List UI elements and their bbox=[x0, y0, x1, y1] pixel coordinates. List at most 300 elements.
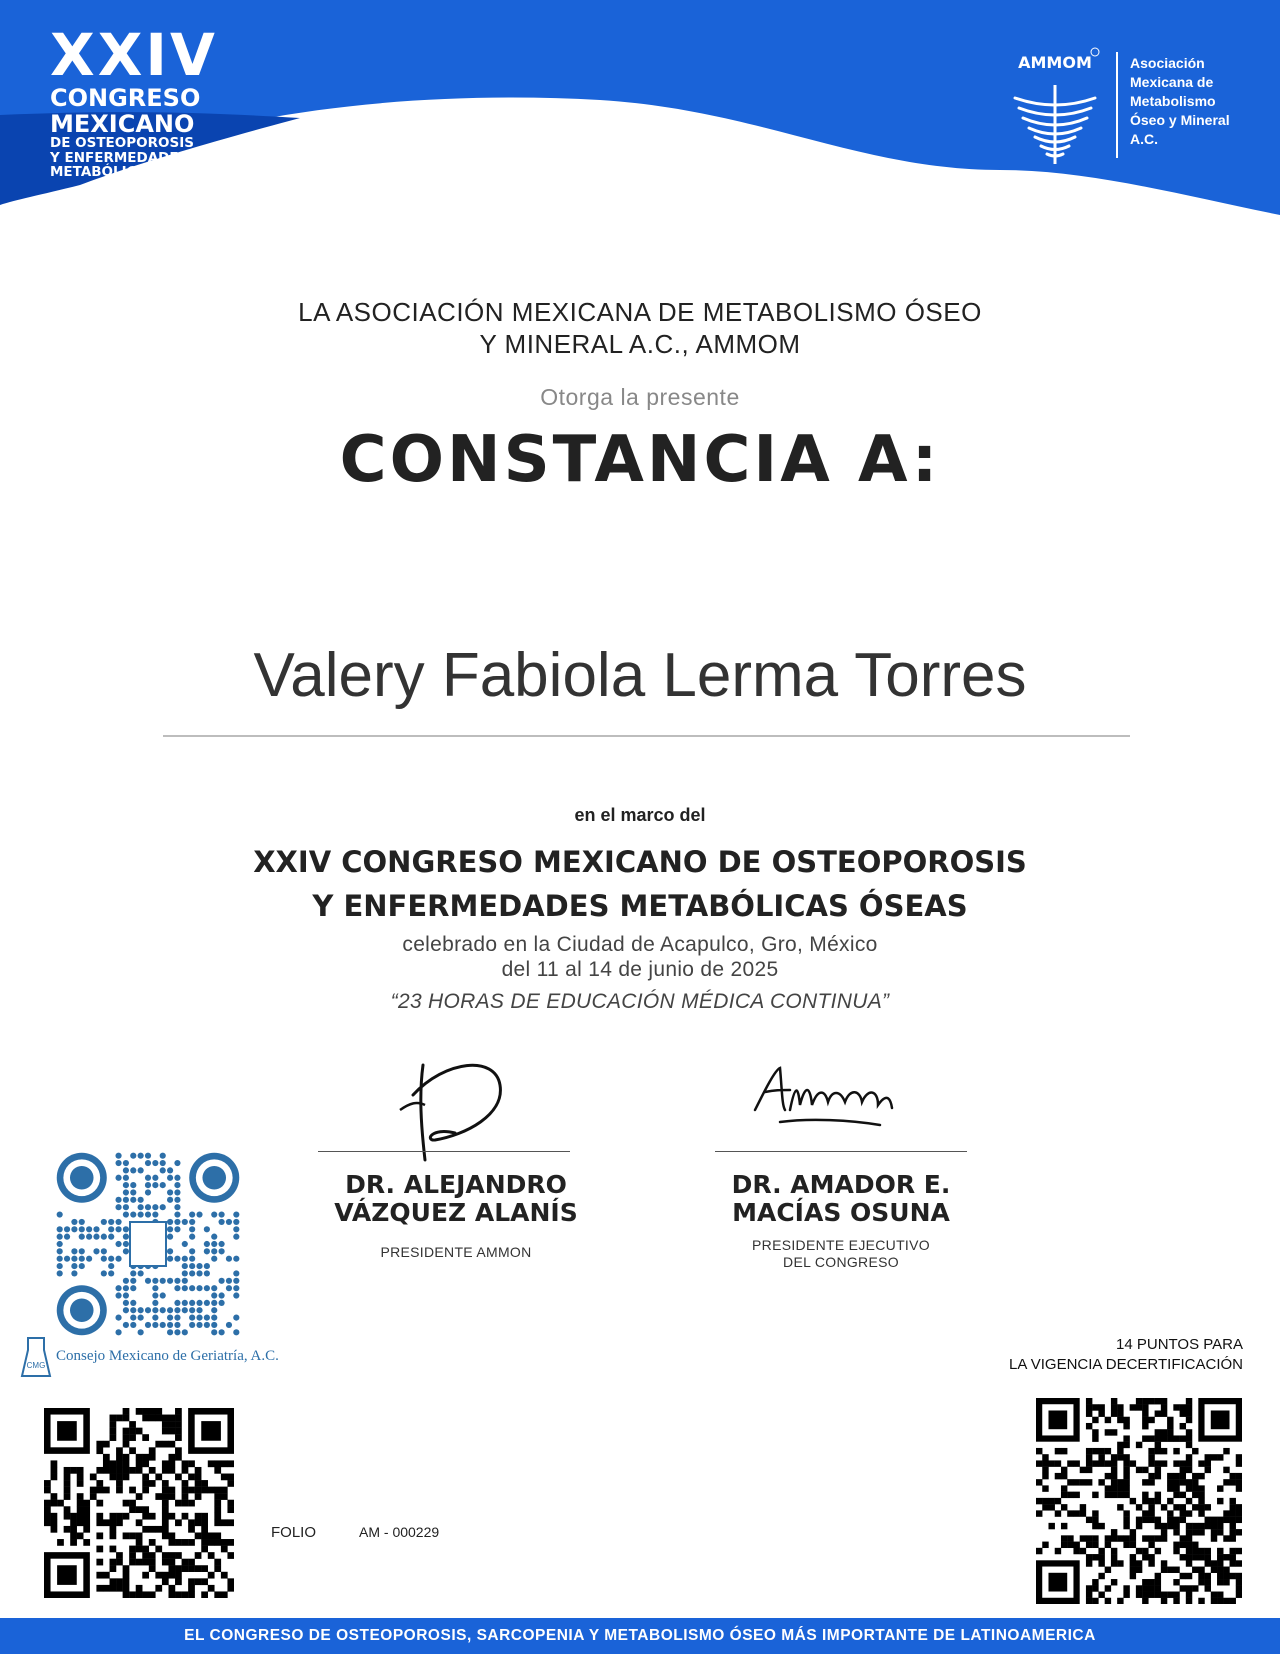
qr-module bbox=[155, 1441, 162, 1448]
qr-module bbox=[1098, 1404, 1104, 1410]
qr-module bbox=[1198, 1504, 1204, 1510]
qr-module bbox=[57, 1234, 63, 1240]
qr-module bbox=[129, 1487, 136, 1494]
qr-module bbox=[57, 1256, 63, 1262]
qr-module bbox=[1092, 1517, 1098, 1523]
qr-module bbox=[1086, 1598, 1092, 1604]
qr-module bbox=[182, 1500, 189, 1507]
qr-module bbox=[1173, 1448, 1179, 1454]
qr-module bbox=[86, 1234, 92, 1240]
qr-module bbox=[51, 1460, 58, 1467]
qr-module bbox=[1186, 1585, 1192, 1591]
qr-module bbox=[167, 1315, 173, 1321]
qr-module bbox=[1198, 1523, 1204, 1529]
qr-module bbox=[44, 1500, 51, 1507]
qr-module bbox=[1142, 1467, 1148, 1473]
qr-module bbox=[116, 1447, 123, 1454]
qr-module bbox=[168, 1572, 175, 1579]
qr-module bbox=[1173, 1592, 1179, 1598]
qr-module bbox=[149, 1591, 156, 1598]
qr-module bbox=[130, 1270, 136, 1276]
qr-module bbox=[188, 1487, 195, 1494]
qr-module bbox=[1130, 1554, 1136, 1560]
qr-module bbox=[1080, 1535, 1086, 1541]
qr-module bbox=[1111, 1485, 1117, 1491]
qr-module bbox=[160, 1322, 166, 1328]
qr-module bbox=[123, 1300, 129, 1306]
qr-module bbox=[1161, 1529, 1167, 1535]
qr-module bbox=[1142, 1417, 1148, 1423]
qr-module bbox=[1192, 1523, 1198, 1529]
qr-module bbox=[1173, 1404, 1179, 1410]
qr-module bbox=[211, 1307, 217, 1313]
qr-module bbox=[44, 1487, 51, 1494]
qr-module bbox=[1180, 1510, 1186, 1516]
qr-module bbox=[1105, 1535, 1111, 1541]
qr-module bbox=[1136, 1467, 1142, 1473]
qr-module bbox=[77, 1519, 84, 1526]
qr-module bbox=[116, 1519, 123, 1526]
qr-module bbox=[168, 1493, 175, 1500]
qr-module bbox=[1142, 1410, 1148, 1416]
qr-module bbox=[175, 1421, 182, 1428]
qr-module bbox=[1211, 1598, 1217, 1604]
qr-module bbox=[152, 1300, 158, 1306]
qr-module bbox=[1117, 1535, 1123, 1541]
qr-module bbox=[1217, 1548, 1223, 1554]
qr-module bbox=[64, 1234, 70, 1240]
qr-module bbox=[1217, 1560, 1223, 1566]
qr-module bbox=[115, 1256, 121, 1262]
qr-module bbox=[1223, 1535, 1229, 1541]
qr-module bbox=[1205, 1554, 1211, 1560]
qr-module bbox=[1192, 1473, 1198, 1479]
qr-module bbox=[167, 1189, 173, 1195]
qr-module bbox=[221, 1519, 228, 1526]
qr-module bbox=[123, 1460, 130, 1467]
qr-module bbox=[221, 1487, 228, 1494]
qr-module bbox=[142, 1572, 149, 1579]
qr-module bbox=[115, 1160, 121, 1166]
qr-center-logo bbox=[130, 1222, 166, 1266]
qr-module bbox=[160, 1167, 166, 1173]
qr-module bbox=[1142, 1423, 1148, 1429]
qr-module bbox=[57, 1270, 63, 1276]
qr-module bbox=[1236, 1454, 1242, 1460]
qr-module bbox=[96, 1546, 103, 1553]
qr-module bbox=[142, 1591, 149, 1598]
qr-module bbox=[103, 1572, 110, 1579]
qr-module bbox=[182, 1487, 189, 1494]
ammom-text-line: Mexicana de bbox=[1130, 74, 1214, 90]
qr-module bbox=[1186, 1435, 1192, 1441]
qr-module bbox=[110, 1546, 117, 1553]
signature-2-line bbox=[715, 1151, 967, 1152]
qr-module bbox=[182, 1307, 188, 1313]
qr-module bbox=[1136, 1504, 1142, 1510]
signature-role-line: PRESIDENTE AMMON bbox=[380, 1244, 532, 1260]
qr-module bbox=[1223, 1598, 1229, 1604]
qr-module bbox=[1186, 1573, 1192, 1579]
qr-module bbox=[1098, 1554, 1104, 1560]
qr-module bbox=[1167, 1498, 1173, 1504]
qr-module bbox=[175, 1565, 182, 1572]
qr-module bbox=[51, 1467, 58, 1474]
qr-module bbox=[129, 1447, 136, 1454]
qr-module bbox=[204, 1226, 210, 1232]
qr-module bbox=[175, 1447, 182, 1454]
qr-module bbox=[1167, 1479, 1173, 1485]
qr-module bbox=[130, 1278, 136, 1284]
qr-module bbox=[1161, 1523, 1167, 1529]
qr-module bbox=[129, 1546, 136, 1553]
qr-module bbox=[123, 1322, 129, 1328]
qr-module bbox=[168, 1513, 175, 1520]
qr-module bbox=[195, 1513, 202, 1520]
qr-module bbox=[79, 1226, 85, 1232]
qr-module bbox=[204, 1315, 210, 1321]
qr-module bbox=[1111, 1548, 1117, 1554]
qr-module bbox=[142, 1434, 149, 1441]
qr-module bbox=[1236, 1529, 1242, 1535]
recipient-name: Valery Fabiola Lerma Torres bbox=[253, 641, 1027, 710]
qr-module bbox=[1042, 1485, 1048, 1491]
qr-module bbox=[1036, 1510, 1042, 1516]
qr-module bbox=[83, 1500, 90, 1507]
qr-module bbox=[214, 1513, 221, 1520]
qr-module bbox=[103, 1441, 110, 1448]
qr-module bbox=[123, 1500, 130, 1507]
qr-module bbox=[110, 1513, 117, 1520]
congreso-logo-line: MEXICANO bbox=[50, 110, 195, 138]
qr-module bbox=[64, 1467, 71, 1474]
certification-qr-code[interactable] bbox=[1036, 1398, 1242, 1604]
qr-module bbox=[1111, 1467, 1117, 1473]
qr-module bbox=[1136, 1560, 1142, 1566]
qr-module bbox=[201, 1539, 208, 1546]
qr-module bbox=[219, 1300, 225, 1306]
qr-module bbox=[110, 1565, 117, 1572]
qr-module bbox=[1173, 1529, 1179, 1535]
qr-module bbox=[1236, 1510, 1242, 1516]
qr-module bbox=[1180, 1542, 1186, 1548]
qr-module bbox=[1123, 1460, 1129, 1466]
qr-module bbox=[1092, 1492, 1098, 1498]
qr-module bbox=[1142, 1435, 1148, 1441]
qr-module bbox=[123, 1591, 130, 1598]
qr-module bbox=[1173, 1567, 1179, 1573]
qr-module bbox=[123, 1278, 129, 1284]
qr-module bbox=[188, 1539, 195, 1546]
folio-qr-code[interactable] bbox=[44, 1408, 234, 1598]
qr-module bbox=[174, 1226, 180, 1232]
qr-module bbox=[221, 1460, 228, 1467]
qr-module bbox=[167, 1256, 173, 1262]
qr-module bbox=[162, 1487, 169, 1494]
qr-module bbox=[175, 1578, 182, 1585]
qr-module bbox=[123, 1408, 130, 1415]
qr-module bbox=[136, 1506, 143, 1513]
qr-module bbox=[1042, 1467, 1048, 1473]
qr-module bbox=[201, 1532, 208, 1539]
qr-module bbox=[1186, 1510, 1192, 1516]
qr-module bbox=[108, 1226, 114, 1232]
qr-module bbox=[195, 1532, 202, 1539]
qr-module bbox=[189, 1263, 195, 1269]
qr-module bbox=[227, 1460, 234, 1467]
qr-module bbox=[1198, 1473, 1204, 1479]
qr-module bbox=[214, 1519, 221, 1526]
congreso-logo bbox=[50, 21, 218, 180]
qr-module bbox=[1098, 1479, 1104, 1485]
qr-module bbox=[168, 1591, 175, 1598]
geriatria-logo-icon bbox=[20, 1336, 52, 1378]
qr-module bbox=[1148, 1454, 1154, 1460]
qr-module bbox=[130, 1167, 136, 1173]
qr-module bbox=[1155, 1460, 1161, 1466]
qr-module bbox=[1130, 1498, 1136, 1504]
qr-module bbox=[1148, 1517, 1154, 1523]
association-title bbox=[0, 296, 1280, 360]
qr-module bbox=[1105, 1460, 1111, 1466]
qr-module bbox=[1117, 1404, 1123, 1410]
qr-module bbox=[214, 1539, 221, 1546]
qr-module bbox=[188, 1591, 195, 1598]
qr-module bbox=[152, 1182, 158, 1188]
qr-module bbox=[136, 1428, 143, 1435]
qr-module bbox=[1155, 1429, 1161, 1435]
qr-module bbox=[123, 1189, 129, 1195]
qr-module bbox=[188, 1474, 195, 1481]
qr-module bbox=[1061, 1542, 1067, 1548]
qr-module bbox=[168, 1539, 175, 1546]
qr-module bbox=[219, 1292, 225, 1298]
qr-module bbox=[145, 1189, 151, 1195]
qr-module bbox=[196, 1300, 202, 1306]
qr-module bbox=[1042, 1542, 1048, 1548]
signature-role-line: PRESIDENTE EJECUTIVO bbox=[752, 1237, 930, 1253]
qr-module bbox=[211, 1315, 217, 1321]
qr-module bbox=[219, 1248, 225, 1254]
qr-module bbox=[44, 1513, 51, 1520]
qr-module bbox=[211, 1322, 217, 1328]
qr-module bbox=[123, 1167, 129, 1173]
qr-module bbox=[182, 1591, 189, 1598]
qr-module bbox=[214, 1467, 221, 1474]
ammom-text-line: Asociación bbox=[1130, 55, 1205, 71]
qr-module bbox=[110, 1460, 117, 1467]
qr-module bbox=[77, 1532, 84, 1539]
qr-module bbox=[214, 1565, 221, 1572]
qr-module bbox=[152, 1278, 158, 1284]
qr-module bbox=[1173, 1485, 1179, 1491]
qr-module bbox=[1217, 1567, 1223, 1573]
qr-module bbox=[1236, 1560, 1242, 1566]
qr-module bbox=[1123, 1473, 1129, 1479]
qr-module bbox=[221, 1591, 228, 1598]
education-hours: “23 HORAS DE EDUCACIÓN MÉDICA CONTINUA” bbox=[390, 990, 890, 1013]
qr-module bbox=[1117, 1492, 1123, 1498]
qr-module bbox=[79, 1263, 85, 1269]
geriatria-qr-code[interactable] bbox=[56, 1152, 240, 1336]
qr-module bbox=[1211, 1535, 1217, 1541]
qr-module bbox=[51, 1500, 58, 1507]
qr-module bbox=[1155, 1435, 1161, 1441]
qr-module bbox=[64, 1526, 71, 1533]
qr-module bbox=[123, 1578, 130, 1585]
qr-module bbox=[149, 1559, 156, 1566]
qr-module bbox=[1192, 1492, 1198, 1498]
qr-module bbox=[189, 1300, 195, 1306]
qr-module bbox=[160, 1278, 166, 1284]
qr-module bbox=[142, 1559, 149, 1566]
qr-module bbox=[204, 1270, 210, 1276]
qr-module bbox=[1148, 1510, 1154, 1516]
qr-module bbox=[1236, 1460, 1242, 1466]
qr-module bbox=[155, 1474, 162, 1481]
qr-module bbox=[1105, 1598, 1111, 1604]
qr-module bbox=[182, 1513, 189, 1520]
qr-module bbox=[1098, 1573, 1104, 1579]
qr-module bbox=[136, 1460, 143, 1467]
qr-module bbox=[1236, 1585, 1242, 1591]
qr-module bbox=[233, 1234, 239, 1240]
qr-module bbox=[1098, 1560, 1104, 1566]
qr-module bbox=[1136, 1567, 1142, 1573]
qr-module bbox=[1073, 1542, 1079, 1548]
qr-module bbox=[1180, 1479, 1186, 1485]
congress-title bbox=[0, 840, 1280, 928]
qr-module bbox=[1136, 1585, 1142, 1591]
qr-module bbox=[1230, 1598, 1236, 1604]
qr-module bbox=[1136, 1592, 1142, 1598]
qr-module bbox=[1167, 1429, 1173, 1435]
qr-module bbox=[208, 1532, 215, 1539]
qr-module bbox=[149, 1415, 156, 1422]
qr-module bbox=[219, 1278, 225, 1284]
qr-module bbox=[1161, 1448, 1167, 1454]
qr-module bbox=[211, 1256, 217, 1262]
qr-module bbox=[116, 1480, 123, 1487]
congreso-logo-line: CONGRESO bbox=[50, 84, 201, 112]
qr-module bbox=[174, 1219, 180, 1225]
qr-module bbox=[1098, 1592, 1104, 1598]
qr-module bbox=[175, 1591, 182, 1598]
ammom-emblem-icon bbox=[1005, 40, 1105, 170]
qr-module bbox=[162, 1460, 169, 1467]
qr-module bbox=[1186, 1467, 1192, 1473]
qr-module bbox=[1205, 1585, 1211, 1591]
qr-module bbox=[189, 1307, 195, 1313]
signature-1-name bbox=[300, 1171, 612, 1227]
qr-module bbox=[162, 1428, 169, 1435]
qr-module bbox=[57, 1241, 63, 1247]
qr-module bbox=[123, 1467, 130, 1474]
qr-module bbox=[167, 1197, 173, 1203]
qr-module bbox=[196, 1315, 202, 1321]
ammom-mark: AMMOM bbox=[1018, 53, 1092, 72]
qr-module bbox=[221, 1539, 228, 1546]
qr-module bbox=[1173, 1479, 1179, 1485]
qr-module bbox=[1130, 1535, 1136, 1541]
qr-module bbox=[149, 1454, 156, 1461]
qr-module bbox=[116, 1578, 123, 1585]
congreso-logo-roman: XXIV bbox=[50, 21, 218, 89]
qr-module bbox=[79, 1219, 85, 1225]
qr-module bbox=[1136, 1548, 1142, 1554]
qr-module bbox=[142, 1513, 149, 1520]
qr-module bbox=[110, 1421, 117, 1428]
qr-module bbox=[1148, 1398, 1154, 1404]
qr-module bbox=[123, 1415, 130, 1422]
qr-module bbox=[130, 1182, 136, 1188]
qr-module bbox=[196, 1285, 202, 1291]
qr-module bbox=[175, 1474, 182, 1481]
qr-module bbox=[1061, 1504, 1067, 1510]
qr-module bbox=[1223, 1510, 1229, 1516]
qr-module bbox=[1105, 1567, 1111, 1573]
qr-module bbox=[208, 1572, 215, 1579]
qr-module bbox=[1142, 1579, 1148, 1585]
qr-module bbox=[116, 1474, 123, 1481]
qr-module bbox=[57, 1263, 63, 1269]
qr-module bbox=[1092, 1404, 1098, 1410]
qr-module bbox=[182, 1256, 188, 1262]
qr-module bbox=[1036, 1448, 1042, 1454]
qr-module bbox=[196, 1263, 202, 1269]
qr-module bbox=[1123, 1417, 1129, 1423]
qr-module bbox=[1217, 1592, 1223, 1598]
qr-module bbox=[138, 1167, 144, 1173]
qr-module bbox=[175, 1539, 182, 1546]
qr-module bbox=[1111, 1398, 1117, 1404]
qr-module bbox=[1086, 1423, 1092, 1429]
qr-module bbox=[182, 1329, 188, 1335]
qr-module bbox=[188, 1500, 195, 1507]
qr-module bbox=[136, 1493, 143, 1500]
qr-module bbox=[110, 1467, 117, 1474]
qr-module bbox=[123, 1454, 130, 1461]
qr-module bbox=[1055, 1473, 1061, 1479]
qr-module bbox=[138, 1307, 144, 1313]
qr-module bbox=[1142, 1554, 1148, 1560]
qr-module bbox=[188, 1526, 195, 1533]
qr-module bbox=[1173, 1460, 1179, 1466]
qr-module bbox=[201, 1480, 208, 1487]
qr-module bbox=[1123, 1535, 1129, 1541]
qr-module bbox=[1155, 1523, 1161, 1529]
qr-module bbox=[1073, 1548, 1079, 1554]
qr-module bbox=[1192, 1548, 1198, 1554]
qr-module bbox=[162, 1513, 169, 1520]
qr-module bbox=[188, 1519, 195, 1526]
qr-module bbox=[1111, 1479, 1117, 1485]
qr-module bbox=[227, 1539, 234, 1546]
qr-module bbox=[110, 1415, 117, 1422]
qr-module bbox=[195, 1487, 202, 1494]
qr-module bbox=[1198, 1510, 1204, 1516]
qr-module bbox=[96, 1441, 103, 1448]
qr-module bbox=[1167, 1517, 1173, 1523]
qr-module bbox=[1198, 1492, 1204, 1498]
qr-module bbox=[110, 1434, 117, 1441]
qr-module bbox=[115, 1219, 121, 1225]
qr-module bbox=[152, 1211, 158, 1217]
qr-module bbox=[138, 1204, 144, 1210]
qr-module bbox=[182, 1285, 188, 1291]
qr-module bbox=[1217, 1573, 1223, 1579]
qr-module bbox=[71, 1256, 77, 1262]
